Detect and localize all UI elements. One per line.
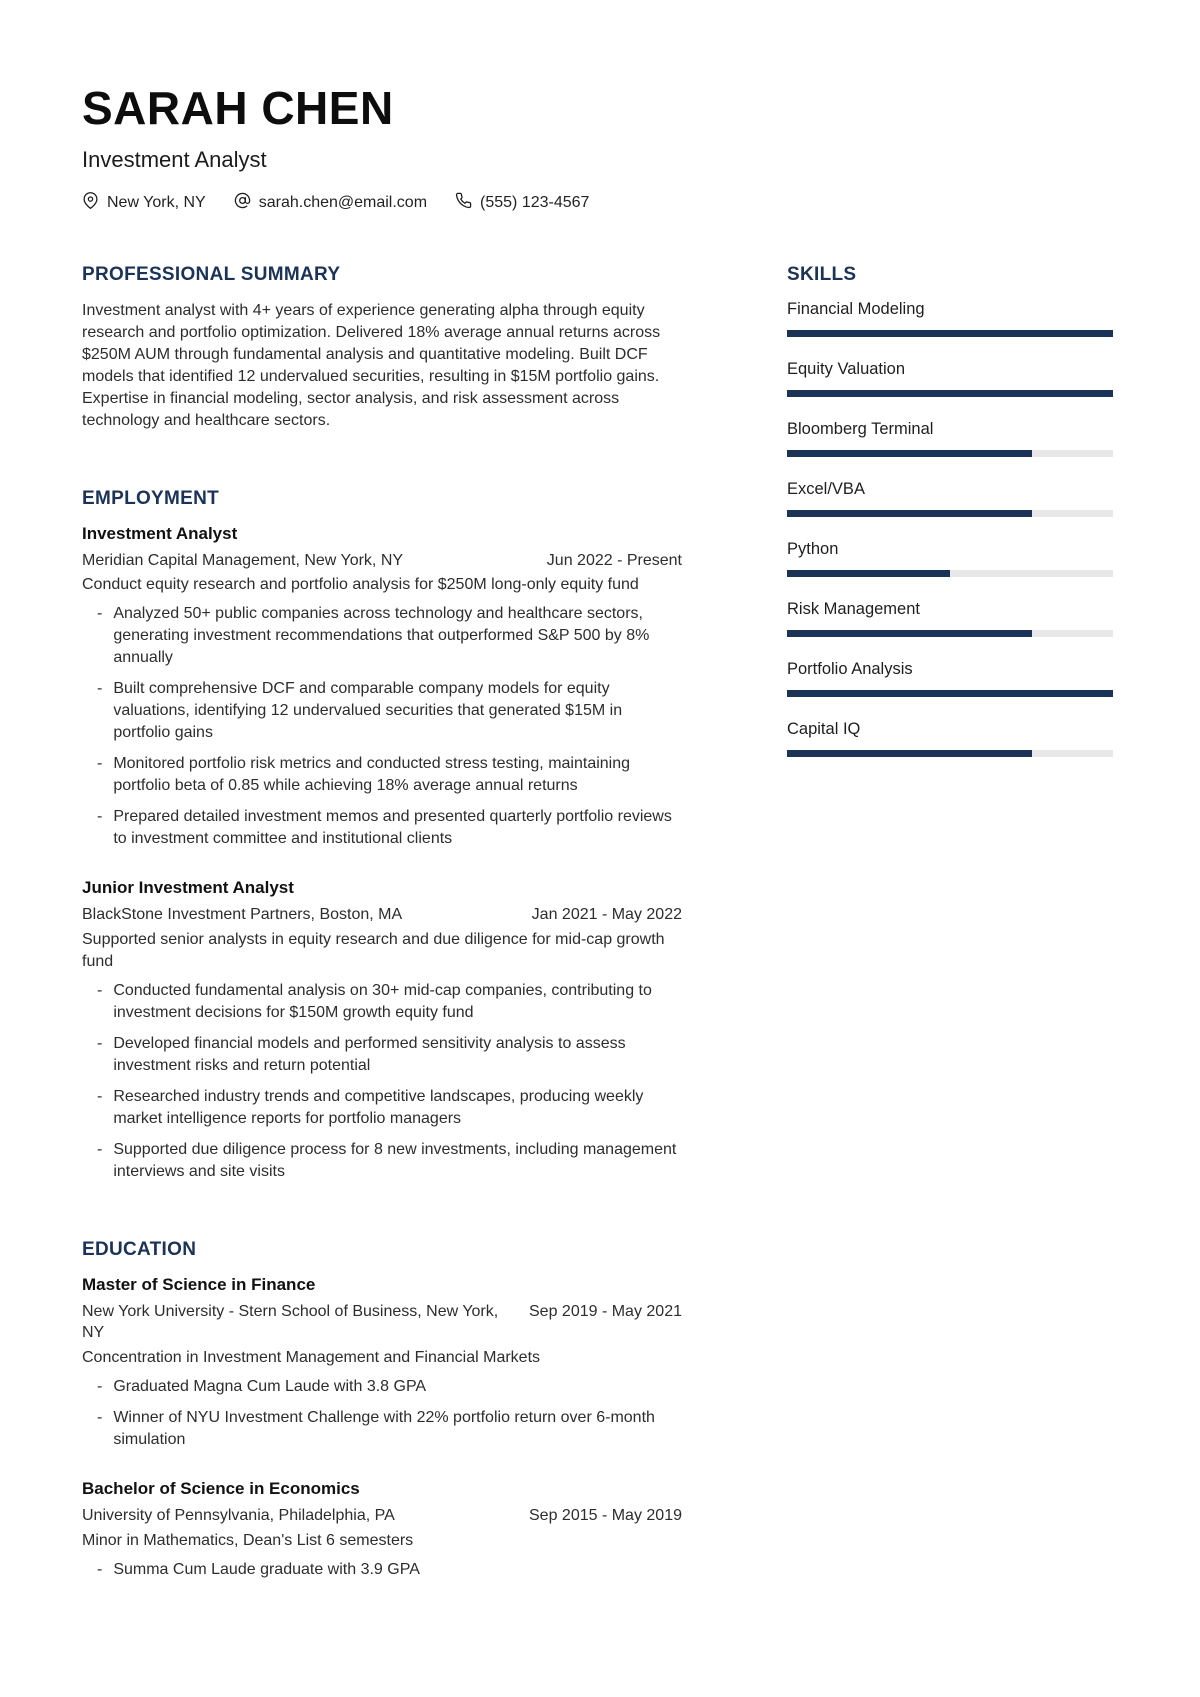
section-education: [82, 1239, 682, 1581]
bullet-item: - Built comprehensive DCF and comparable company models for equity valuations, identifying 12 undervalued securities that generated $15M in portfolio gains: [97, 678, 682, 744]
skill-bar-fill: [787, 450, 1032, 457]
contact-location-text: New York, NY: [107, 193, 206, 211]
skill-label: Capital IQ: [787, 719, 861, 738]
bullet-item: - Developed financial models and performed sensitivity analysis to assess investment risks and return potential: [97, 1033, 682, 1077]
bullet-item: - Graduated Magna Cum Laude with 3.8 GPA: [97, 1376, 682, 1398]
skill-bar-track: [787, 630, 1113, 637]
skill-bar-fill: [787, 330, 1113, 337]
degree-description: Minor in Mathematics, Dean's List 6 semesters: [82, 1531, 414, 1549]
degree-description: Concentration in Investment Management and Financial Markets: [82, 1349, 541, 1367]
content-columns: [82, 264, 1113, 1590]
skill-label: Bloomberg Terminal: [787, 419, 934, 438]
bullet-item: - Supported due diligence process for 8 new investments, including management interviews and site visits: [97, 1139, 682, 1183]
degree-school: University of Pennsylvania, Philadelphia, PA: [82, 1507, 395, 1525]
job-bullets: [82, 980, 682, 1183]
degree-entry: [82, 1275, 682, 1451]
skill-item: [787, 660, 1113, 697]
section-employment: [82, 488, 682, 1183]
skills-sidebar: [787, 264, 1113, 1590]
skill-bar-fill: [787, 510, 1032, 517]
degree-meta-row: [82, 1505, 682, 1527]
job-meta-row: [82, 904, 682, 926]
job-bullets: [82, 603, 682, 850]
job-title: Junior Investment Analyst: [82, 878, 294, 898]
degree-school: New York University - Stern School of Business, New York, NY: [82, 1302, 499, 1342]
skill-bar-fill: [787, 570, 950, 577]
section-professional-summary: [82, 264, 682, 432]
bullet-item: - Prepared detailed investment memos and presented quarterly portfolio reviews to investment committee and institutional clients: [97, 806, 682, 850]
person-headline: Investment Analyst: [82, 146, 267, 172]
main-column: [82, 264, 682, 1590]
job-company: BlackStone Investment Partners, Boston, MA: [82, 906, 403, 924]
bullet-item: - Monitored portfolio risk metrics and conducted stress testing, maintaining portfolio beta of 0.85 while achieving 18% average annual returns: [97, 753, 682, 797]
skill-bar-track: [787, 390, 1113, 397]
skill-item: [787, 600, 1113, 637]
bullet-item: - Researched industry trends and competitive landscapes, producing weekly market intelligence reports for portfolio managers: [97, 1086, 682, 1130]
degree-dates: Sep 2019 - May 2021: [529, 1302, 682, 1320]
degree-bullets: [82, 1559, 682, 1581]
skill-label: Financial Modeling: [787, 299, 925, 318]
job-meta-row: [82, 550, 682, 572]
skill-bar-track: [787, 450, 1113, 457]
contact-location: [82, 192, 206, 214]
degree-meta-row: [82, 1301, 682, 1344]
summary-heading: PROFESSIONAL SUMMARY: [82, 263, 341, 285]
bullet-item: - Analyzed 50+ public companies across technology and healthcare sectors, generating investment recommendations that outperformed S&P 500 by 8% annually: [97, 603, 682, 669]
skill-bar-fill: [787, 630, 1032, 637]
degree-entry: [82, 1479, 682, 1581]
skill-bar-track: [787, 750, 1113, 757]
skill-bar-track: [787, 510, 1113, 517]
skill-item: [787, 360, 1113, 397]
degree-bullets: [82, 1376, 682, 1451]
person-name: SARAH CHEN: [82, 82, 394, 134]
skill-item: [787, 720, 1113, 757]
contact-phone: [455, 192, 589, 214]
bullet-item: - Conducted fundamental analysis on 30+ mid-cap companies, contributing to investment decisions for $150M growth equity fund: [97, 980, 682, 1024]
skill-bar-fill: [787, 390, 1113, 397]
job-description: Supported senior analysts in equity research and due diligence for mid-cap growth fund: [82, 930, 665, 970]
degree-title: Bachelor of Science in Economics: [82, 1479, 360, 1499]
skill-bar-fill: [787, 750, 1032, 757]
contact-email: [234, 192, 427, 214]
job-dates: Jun 2022 - Present: [546, 551, 682, 569]
skill-bar-fill: [787, 690, 1113, 697]
skill-item: [787, 300, 1113, 337]
degree-title: Master of Science in Finance: [82, 1274, 316, 1294]
job-entry: [82, 878, 682, 1183]
contact-phone-text: (555) 123-4567: [480, 193, 590, 211]
bullet-item: - Summa Cum Laude graduate with 3.9 GPA: [97, 1559, 682, 1581]
contact-email-text: sarah.chen@email.com: [258, 193, 428, 211]
job-entry: [82, 524, 682, 851]
phone-icon: [455, 192, 472, 214]
map-pin-icon: [82, 192, 99, 214]
skills-heading: SKILLS: [787, 263, 857, 285]
job-company: Meridian Capital Management, New York, NY: [82, 551, 404, 569]
skill-bar-track: [787, 690, 1113, 697]
skill-bar-track: [787, 330, 1113, 337]
skill-item: [787, 480, 1113, 517]
employment-heading: EMPLOYMENT: [82, 487, 220, 509]
education-heading: EDUCATION: [82, 1238, 197, 1260]
skill-item: [787, 540, 1113, 577]
at-sign-icon: [234, 192, 251, 214]
bullet-item: - Winner of NYU Investment Challenge with 22% portfolio return over 6-month simulation: [97, 1407, 682, 1451]
skill-label: Risk Management: [787, 599, 920, 618]
skill-item: [787, 420, 1113, 457]
degree-dates: Sep 2015 - May 2019: [529, 1507, 682, 1525]
job-description: Conduct equity research and portfolio analysis for $250M long-only equity fund: [82, 576, 639, 594]
summary-text: Investment analyst with 4+ years of experience generating alpha through equity research and portfolio optimization. Delivered 18% average annual returns across $250M AUM through fundamental analysis and quantitative modeling. Built DCF models that identified 12 undervalued securities, resulting in $15M portfolio gains. Expertise in financial modeling, sector analysis, and risk assessment across technology and healthcare sectors.: [82, 301, 661, 429]
skill-label: Python: [787, 539, 839, 558]
resume-header: [82, 84, 1113, 214]
skill-label: Excel/VBA: [787, 479, 865, 498]
job-dates: Jan 2021 - May 2022: [531, 906, 682, 924]
contact-row: [82, 192, 1113, 214]
skill-label: Equity Valuation: [787, 359, 906, 378]
job-title: Investment Analyst: [82, 523, 238, 543]
skill-label: Portfolio Analysis: [787, 659, 913, 678]
skill-bar-track: [787, 570, 1113, 577]
